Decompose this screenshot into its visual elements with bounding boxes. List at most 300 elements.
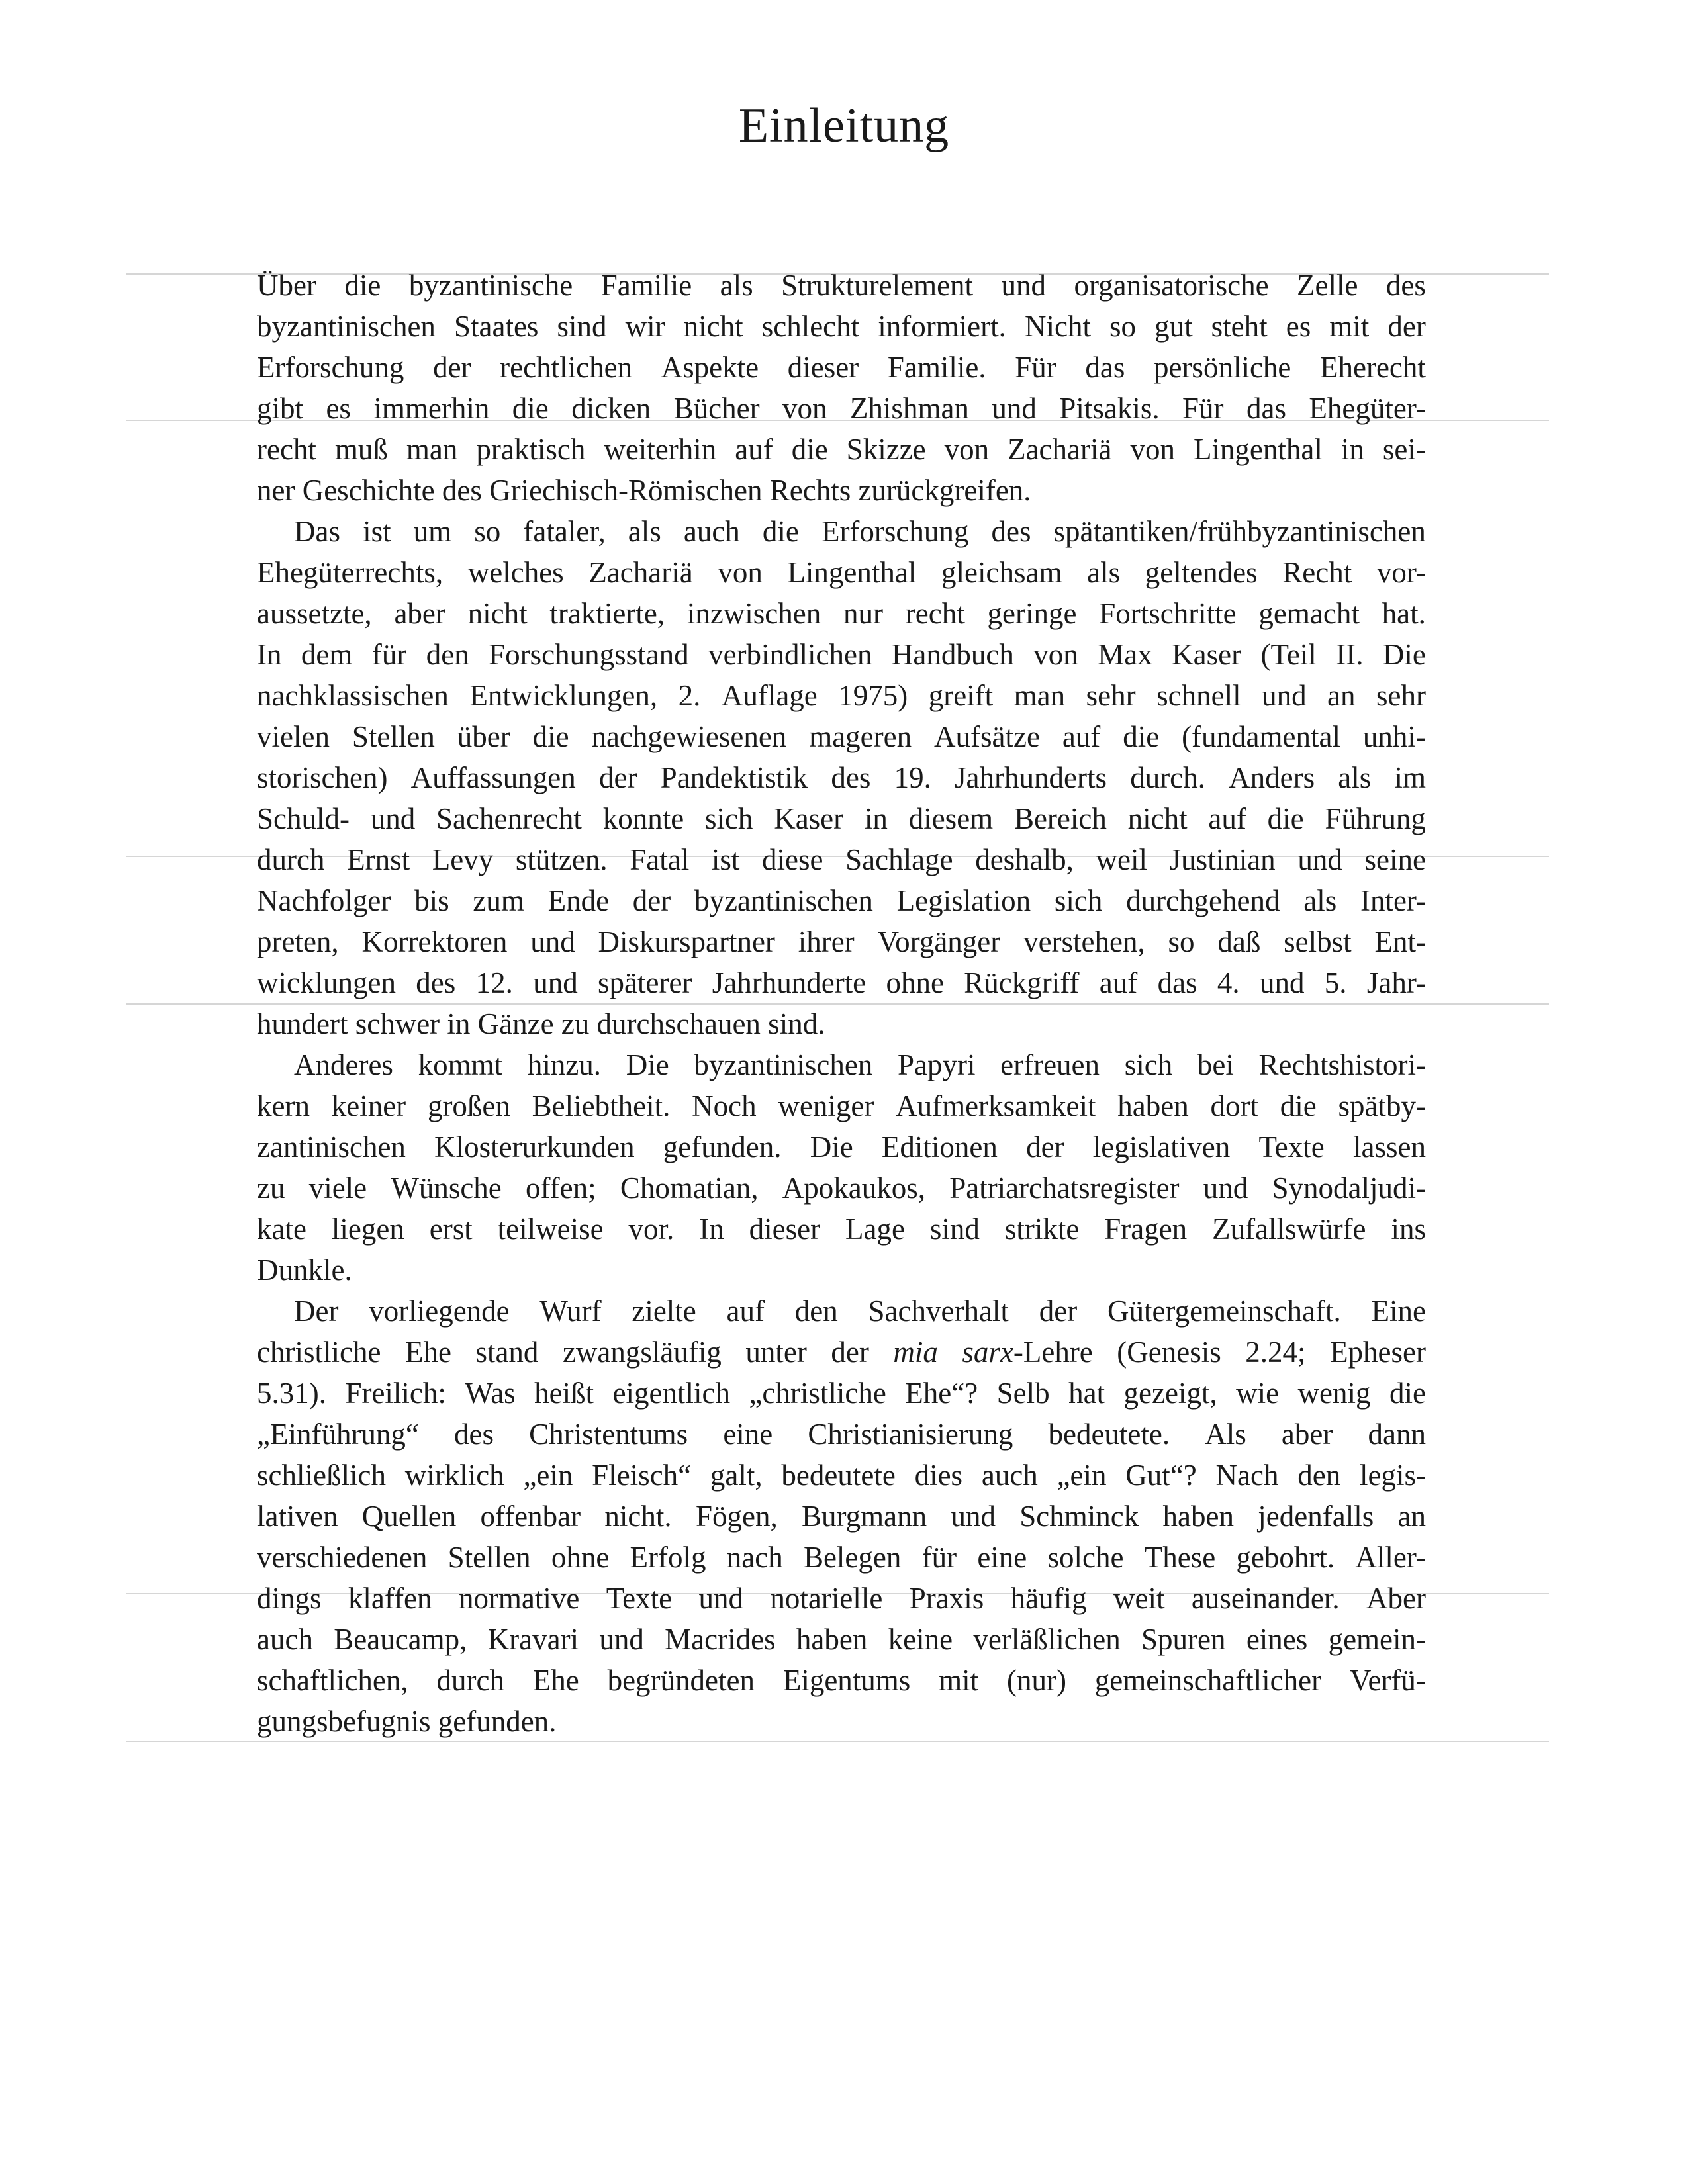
word	[710, 1455, 763, 1496]
word-part: gemeinschaftlicher	[1094, 1664, 1322, 1697]
word	[257, 880, 391, 921]
word-part: man	[1013, 679, 1066, 712]
word-part: weil	[1096, 843, 1148, 876]
word-part: in	[864, 802, 888, 835]
word	[694, 880, 873, 921]
word	[599, 1619, 644, 1660]
italic-term: sarx	[962, 1336, 1013, 1369]
word	[878, 306, 1006, 347]
word-part: Fögen,	[695, 1500, 778, 1533]
word	[1325, 962, 1347, 1003]
word	[762, 839, 823, 880]
word-part: den	[1297, 1459, 1341, 1492]
word	[745, 1332, 806, 1373]
word	[1368, 1414, 1425, 1455]
text-line	[257, 1537, 1426, 1578]
word-part: byzantinischen	[694, 1048, 873, 1081]
word	[257, 1455, 386, 1496]
word	[1100, 962, 1137, 1003]
word-part: Sachenrecht	[436, 802, 582, 835]
word	[629, 1208, 675, 1250]
word	[257, 1414, 419, 1455]
word-part: sei-	[1382, 433, 1426, 466]
word	[723, 1414, 773, 1455]
word	[257, 552, 443, 593]
word	[1125, 1455, 1196, 1496]
word	[915, 1455, 963, 1496]
word-part: die	[1267, 802, 1304, 835]
word-part: Ehegüterrechts,	[257, 556, 444, 589]
word-part: solche	[1047, 1541, 1124, 1574]
word-part: In	[257, 638, 282, 671]
word	[792, 429, 828, 470]
word-part: bedeutete.	[1048, 1418, 1170, 1451]
word	[500, 347, 632, 388]
word-part: Stellen	[352, 720, 435, 753]
text-line	[257, 1373, 1426, 1414]
word	[1099, 593, 1236, 634]
word-part: steht	[1211, 310, 1268, 343]
word	[838, 675, 908, 716]
word-part: an	[1327, 679, 1356, 712]
text-segment: ner Geschichte des Griechisch-Römischen Rechts zurückgreifen.	[257, 474, 1031, 507]
word-part: der	[1387, 310, 1426, 343]
word	[1182, 716, 1340, 757]
word	[474, 511, 500, 552]
word-part: verläßlichen	[973, 1623, 1121, 1656]
word-part: den	[794, 1295, 838, 1328]
word-part: (Genesis	[1117, 1336, 1221, 1369]
word-part: kommt	[418, 1048, 503, 1081]
word	[428, 1085, 510, 1126]
word-part: es	[1286, 310, 1311, 343]
word	[722, 675, 818, 716]
word-part: Familie.	[887, 351, 986, 384]
text-line	[257, 634, 1426, 675]
word	[1298, 1373, 1371, 1414]
word	[1272, 1167, 1426, 1208]
word	[1320, 347, 1426, 388]
word	[526, 1167, 596, 1208]
word-part: vielen	[257, 720, 330, 753]
word	[951, 1496, 996, 1537]
word	[692, 1085, 756, 1126]
word	[699, 1578, 744, 1619]
word	[1372, 1291, 1426, 1332]
word	[788, 347, 859, 388]
word	[1057, 1455, 1107, 1496]
word-part: auch	[257, 1623, 313, 1656]
word-part: auf	[1099, 966, 1138, 999]
word	[1068, 1373, 1105, 1414]
word-part: Schuld-	[257, 802, 350, 835]
word-part: dieser	[787, 351, 859, 384]
word	[1216, 1455, 1279, 1496]
word-part: und	[370, 802, 416, 835]
word-part: zielte	[632, 1295, 696, 1328]
word-part: durch	[436, 1664, 504, 1697]
word	[821, 511, 968, 552]
word-part: Eigentums	[782, 1664, 911, 1697]
word-part: Bücher	[673, 392, 760, 425]
word	[468, 552, 564, 593]
word	[405, 1332, 451, 1373]
word	[877, 921, 1000, 962]
word-part: nicht.	[604, 1500, 672, 1533]
text-line	[257, 347, 1426, 388]
word	[763, 511, 799, 552]
paragraph	[257, 1044, 1426, 1291]
word-part: Stellen	[447, 1541, 531, 1574]
word	[630, 1537, 706, 1578]
word-part: byzantinischen	[257, 310, 436, 343]
word	[845, 1208, 905, 1250]
word-part: Eherecht	[1320, 351, 1426, 384]
word-part: es	[326, 392, 351, 425]
word-part: selbst	[1284, 925, 1352, 958]
word	[955, 757, 1107, 798]
word	[1025, 306, 1091, 347]
text-line	[257, 1003, 1426, 1044]
word	[781, 265, 973, 306]
word-part: notarielle	[770, 1582, 883, 1615]
word-part: Sachverhalt	[868, 1295, 1009, 1328]
word	[1353, 1126, 1426, 1167]
word-part: legis-	[1359, 1459, 1426, 1492]
word-part: gefunden.	[663, 1130, 782, 1163]
word	[628, 511, 661, 552]
word	[603, 798, 684, 839]
word-part: organisatorische	[1074, 269, 1269, 302]
word-part: weniger	[778, 1089, 874, 1122]
text-line	[257, 757, 1426, 798]
word	[481, 1496, 581, 1537]
word	[696, 1496, 778, 1537]
word	[257, 593, 372, 634]
word-part: (nur)	[1006, 1664, 1066, 1697]
word-part: bei	[1197, 1048, 1234, 1081]
word-part: dem	[301, 638, 353, 671]
text-line	[257, 1044, 1426, 1085]
word	[257, 839, 324, 880]
word	[922, 1537, 957, 1578]
word	[394, 593, 445, 634]
word	[962, 1332, 1092, 1373]
word	[809, 716, 912, 757]
word-part: der	[831, 1336, 869, 1369]
word-part: ins	[1391, 1212, 1426, 1246]
word	[1192, 1578, 1340, 1619]
word	[257, 1578, 322, 1619]
word-part: Texte	[1258, 1130, 1325, 1163]
word	[894, 757, 931, 798]
word	[363, 511, 391, 552]
word-part: Die	[626, 1048, 669, 1081]
word	[1163, 1496, 1234, 1537]
word-part: „Einführung“	[257, 1418, 419, 1451]
word-part: der	[632, 884, 671, 917]
word	[1338, 1085, 1426, 1126]
word	[712, 962, 866, 1003]
word-part: des	[1385, 269, 1426, 302]
word-part: Max	[1098, 638, 1152, 671]
word	[626, 306, 665, 347]
word-part: Forschungsstand	[489, 638, 689, 671]
word	[1363, 716, 1426, 757]
word-part: Wurf	[539, 1295, 602, 1328]
word-part: haben	[1117, 1089, 1189, 1122]
word	[1355, 1537, 1426, 1578]
word	[661, 757, 808, 798]
word	[1130, 757, 1205, 798]
word-part: Vorgänger	[877, 925, 1001, 958]
word	[1182, 388, 1224, 429]
word-part: „ein	[523, 1459, 573, 1492]
word	[897, 880, 1031, 921]
word-part: keiner	[331, 1089, 406, 1122]
word	[1386, 265, 1426, 306]
word-part: nach	[726, 1541, 783, 1574]
word-part: mit	[939, 1664, 979, 1697]
paragraph	[257, 1291, 1426, 1742]
word	[1095, 1660, 1321, 1701]
word	[749, 1373, 886, 1414]
word-part: Zhishman	[849, 392, 969, 425]
word	[348, 1578, 432, 1619]
word	[1023, 921, 1145, 962]
word-part: Staates	[453, 310, 539, 343]
word	[1048, 1414, 1170, 1455]
word	[257, 306, 436, 347]
word	[557, 306, 607, 347]
word-part: 2.24;	[1245, 1336, 1306, 1369]
word	[430, 1208, 473, 1250]
word	[909, 798, 993, 839]
text-line	[257, 1578, 1426, 1619]
word-part: Fragen	[1104, 1212, 1188, 1246]
word	[257, 1660, 408, 1701]
word	[416, 962, 455, 1003]
word-part: persönliche	[1153, 351, 1291, 384]
word	[1123, 716, 1159, 757]
word	[257, 1085, 310, 1126]
word-part: gemacht	[1258, 597, 1360, 630]
word-part: Texte	[606, 1582, 673, 1615]
word	[1297, 839, 1342, 880]
word	[1005, 1208, 1079, 1250]
word	[1033, 634, 1078, 675]
word-part: geringe	[987, 597, 1077, 630]
text-segment: gungsbefugnis gefunden.	[257, 1705, 557, 1738]
page-title: Einleitung	[738, 99, 950, 153]
word	[598, 962, 692, 1003]
word-part: 19.	[894, 761, 931, 794]
word-part: auseinander.	[1191, 1582, 1340, 1615]
word	[1325, 798, 1426, 839]
word	[1350, 1660, 1426, 1701]
word	[831, 1332, 868, 1373]
word	[411, 757, 576, 798]
word	[964, 962, 1079, 1003]
word	[749, 1208, 820, 1250]
word-part: dings	[257, 1582, 322, 1615]
word	[1303, 880, 1336, 921]
word-part: gebohrt.	[1236, 1541, 1335, 1574]
word	[720, 265, 753, 306]
word	[1074, 265, 1268, 306]
word	[1280, 1085, 1317, 1126]
word	[1246, 388, 1286, 429]
word-part: Über	[257, 269, 316, 302]
word-part: des	[831, 761, 871, 794]
word-part: Quellen	[361, 1500, 457, 1533]
word-part: informiert.	[878, 310, 1006, 343]
word-part: diese	[762, 843, 823, 876]
word-part: inzwischen	[686, 597, 821, 630]
word	[930, 1208, 980, 1250]
word	[523, 1455, 573, 1496]
word-part: Epheser	[1330, 1336, 1426, 1369]
text-line	[257, 1208, 1426, 1250]
word	[257, 1208, 306, 1250]
word-part: Christianisierung	[808, 1418, 1013, 1451]
word	[532, 1085, 671, 1126]
word-part: mageren	[809, 720, 912, 753]
word-part: aussetzte,	[257, 597, 372, 630]
word	[782, 1167, 925, 1208]
word-part: Chomatian,	[620, 1171, 759, 1205]
word-part: Pitsakis.	[1059, 392, 1160, 425]
word	[1329, 306, 1369, 347]
word	[468, 593, 528, 634]
word	[630, 839, 689, 880]
word-part: Erfolg	[630, 1541, 706, 1574]
word-part: häufig	[1010, 1582, 1087, 1615]
word	[1019, 1496, 1139, 1537]
word-part: Editionen	[881, 1130, 998, 1163]
word-part: die	[1123, 720, 1160, 753]
word	[1104, 1208, 1187, 1250]
text-line	[257, 1167, 1426, 1208]
word	[1011, 1578, 1087, 1619]
text-segment: hundert schwer in Gänze zu durchschauen sind.	[257, 1007, 825, 1040]
word	[663, 1126, 782, 1167]
word-part: Zachariä	[1008, 433, 1112, 466]
word-part: Zelle	[1297, 269, 1358, 302]
word-part: Korrektoren	[361, 925, 508, 958]
word	[1260, 962, 1305, 1003]
word	[808, 1414, 1013, 1455]
word	[1387, 306, 1425, 347]
word-part: sich	[704, 802, 753, 835]
text-line	[257, 1332, 1426, 1373]
word	[414, 511, 452, 552]
word	[309, 1167, 367, 1208]
word-part: Nachfolger	[257, 884, 391, 917]
word-part: geltendes	[1145, 556, 1258, 589]
word-part: christliche	[257, 1336, 381, 1369]
word	[1141, 1619, 1226, 1660]
word	[1154, 347, 1291, 388]
word-part: das	[1085, 351, 1125, 384]
word	[1217, 962, 1240, 1003]
word	[551, 1537, 609, 1578]
word-part: Aufsätze	[934, 720, 1040, 753]
word-part: bedeutete	[781, 1459, 896, 1492]
word-part: Sachlage	[845, 843, 953, 876]
word-part: These	[1144, 1541, 1216, 1574]
word	[528, 1044, 601, 1085]
word-part: das	[1246, 392, 1286, 425]
word	[257, 675, 449, 716]
word	[1062, 716, 1100, 757]
word	[489, 634, 689, 675]
word-part: dicken	[571, 392, 651, 425]
word-part: Kaser	[1172, 638, 1242, 671]
word	[371, 798, 416, 839]
word-part: Selb	[996, 1377, 1050, 1410]
word	[1360, 880, 1426, 921]
word-part: Inter-	[1360, 884, 1426, 917]
word-part: -Lehre	[1013, 1336, 1093, 1369]
word	[1117, 1085, 1188, 1126]
word-part: Aspekte	[661, 351, 759, 384]
word-part: fataler,	[523, 515, 606, 548]
word	[1258, 1496, 1374, 1537]
word-part: zum	[473, 884, 524, 917]
word-part: deshalb,	[975, 843, 1074, 876]
word	[802, 1496, 927, 1537]
word	[1211, 1085, 1259, 1126]
word	[1364, 839, 1425, 880]
word-part: zantinischen	[257, 1130, 406, 1163]
word-part: normative	[458, 1582, 580, 1615]
word	[893, 1332, 938, 1373]
word	[469, 675, 657, 716]
word	[369, 1291, 509, 1332]
word	[1093, 1126, 1230, 1167]
word-part: sind	[557, 310, 607, 343]
text-line	[257, 388, 1426, 429]
word-part: die	[762, 515, 799, 548]
word-part: mit	[1329, 310, 1370, 343]
word	[1366, 1578, 1426, 1619]
word	[498, 1208, 604, 1250]
word	[334, 1619, 467, 1660]
word-part: Aufmerksamkeit	[896, 1089, 1096, 1122]
word	[414, 880, 449, 921]
word	[457, 716, 510, 757]
word	[939, 1660, 978, 1701]
word	[1330, 1332, 1426, 1373]
word	[882, 1126, 998, 1167]
word	[405, 1455, 504, 1496]
word-part: storischen)	[257, 761, 388, 794]
word	[795, 1291, 838, 1332]
word	[1236, 1537, 1335, 1578]
word-part: und	[530, 925, 575, 958]
word-part: eine	[977, 1541, 1027, 1574]
word	[426, 634, 469, 675]
word	[699, 1208, 724, 1250]
word-part: ohne	[886, 966, 944, 999]
word-part: so	[1109, 310, 1137, 343]
word-part: Wünsche	[391, 1171, 502, 1205]
word-part: die	[512, 392, 549, 425]
word	[591, 716, 786, 757]
word-part: schließlich	[257, 1459, 386, 1492]
word-part: kate	[257, 1212, 306, 1246]
